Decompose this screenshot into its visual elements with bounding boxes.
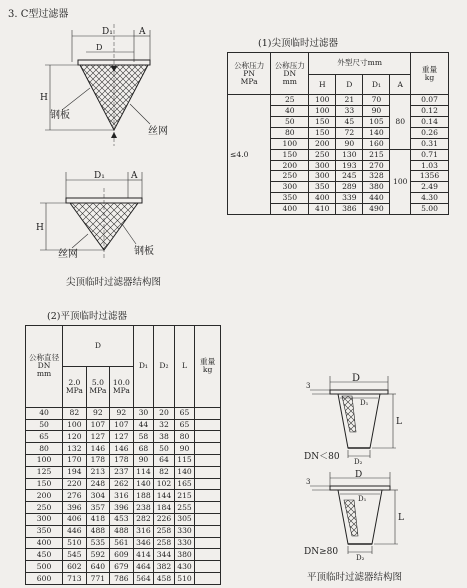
- header-pn-line2: PN: [243, 68, 256, 78]
- table-row: [26, 573, 221, 585]
- cell-d50: 178: [86, 454, 110, 466]
- flat-d2-dim-l: L: [398, 513, 404, 523]
- dim-d1-label-2: D₁: [94, 171, 105, 181]
- cell-dn: 100: [271, 138, 309, 149]
- flat-filter-table: [25, 325, 221, 585]
- cell-d100: 316: [110, 490, 134, 502]
- flat-d2-condition: DN≥80: [304, 547, 339, 557]
- cell-d100: 561: [110, 537, 134, 549]
- cell-l: 65: [174, 419, 195, 431]
- table-row: [26, 514, 221, 526]
- cell-d1: 215: [363, 149, 390, 160]
- header-h: H: [309, 74, 336, 95]
- table-row: [26, 419, 221, 431]
- cell-dn: 400: [26, 537, 63, 549]
- cell-d50: 357: [86, 502, 110, 514]
- flat-header-dn-line3: mm: [36, 369, 52, 379]
- cell-l: 65: [174, 407, 195, 419]
- label-wire-mesh: 丝网: [148, 126, 168, 137]
- header-d1: D₁: [363, 74, 390, 95]
- cell-d20: 220: [63, 478, 87, 490]
- table-row: [26, 525, 221, 537]
- header-d: D: [336, 74, 363, 95]
- header-dn-line1: 公称压力: [274, 60, 305, 70]
- header-dn-line3: mm: [282, 76, 297, 86]
- cell-d20: 510: [63, 537, 87, 549]
- cell-d1: 105: [363, 117, 390, 128]
- cell-d100: 453: [110, 514, 134, 526]
- flat-d1-dim3: 3: [306, 382, 311, 390]
- cell-d20: 602: [63, 561, 87, 573]
- cell-d50: 535: [86, 537, 110, 549]
- cell-weight: 0.07: [411, 95, 449, 106]
- cell-dn: 250: [271, 171, 309, 182]
- pointed-filter-diagram-1: [30, 22, 170, 152]
- cell-a-100: 100: [390, 149, 411, 214]
- cell-d50: 248: [86, 478, 110, 490]
- cell-d1: 114: [133, 466, 154, 478]
- cell-d2: 382: [154, 561, 175, 573]
- dim-a-label-2: A: [131, 171, 138, 181]
- cell-d1: 464: [133, 561, 154, 573]
- cell-weight: 0.12: [411, 106, 449, 117]
- dim-d1-label: D₁: [102, 27, 113, 37]
- cell-weight: [195, 407, 221, 419]
- cell-d1: 238: [133, 502, 154, 514]
- flat-d2-dim3: 3: [306, 478, 311, 486]
- cell-h: 300: [309, 171, 336, 182]
- flat-header-d2: D₂: [154, 326, 175, 408]
- dim-h-label: H: [40, 93, 48, 103]
- cell-h: 300: [309, 160, 336, 171]
- cell-dn: 300: [26, 514, 63, 526]
- cell-d1: 90: [363, 106, 390, 117]
- cell-d20: 82: [63, 407, 87, 419]
- cell-h: 100: [309, 95, 336, 106]
- cell-weight: [195, 478, 221, 490]
- cell-weight: [195, 525, 221, 537]
- cell-dn: 350: [26, 525, 63, 537]
- cell-dn: 100: [26, 454, 63, 466]
- cell-d1: 282: [133, 514, 154, 526]
- cell-d20: 100: [63, 419, 87, 431]
- cell-weight: 0.31: [411, 138, 449, 149]
- table-row: [26, 407, 221, 419]
- cell-d20: 120: [63, 431, 87, 443]
- section-title: 3. C型过滤器: [8, 9, 69, 20]
- cell-weight: 1.03: [411, 160, 449, 171]
- cell-h: 150: [309, 117, 336, 128]
- cell-weight: 4.30: [411, 193, 449, 204]
- cell-d: 130: [336, 149, 363, 160]
- table-row: [26, 561, 221, 573]
- cell-l: 330: [174, 525, 195, 537]
- cell-weight: 0.26: [411, 128, 449, 139]
- flat-header-dn-line2: DN: [37, 361, 51, 371]
- cell-weight: [195, 549, 221, 561]
- cell-l: 165: [174, 478, 195, 490]
- cell-weight: [195, 443, 221, 455]
- cell-d50: 771: [86, 573, 110, 585]
- cell-weight: [195, 490, 221, 502]
- cell-weight: [195, 419, 221, 431]
- pn-value: ≤4.0: [228, 95, 271, 215]
- table-row: [26, 537, 221, 549]
- cell-d: 193: [336, 160, 363, 171]
- cell-d20: 132: [63, 443, 87, 455]
- flat-header-dn: [26, 326, 63, 408]
- cell-d1: 380: [363, 182, 390, 193]
- label-steel-plate: 钢板: [50, 110, 70, 121]
- cell-d50: 640: [86, 561, 110, 573]
- pointed-figure-caption: 尖顶临时过滤器结构图: [66, 277, 162, 288]
- cell-d100: 237: [110, 466, 134, 478]
- table-row: [26, 466, 221, 478]
- cell-d1: 90: [133, 454, 154, 466]
- cell-l: 255: [174, 502, 195, 514]
- cell-d100: 396: [110, 502, 134, 514]
- flat-header-dn-line1: 公称直径: [28, 353, 60, 363]
- cell-dn: 50: [26, 419, 63, 431]
- cell-d20: 194: [63, 466, 87, 478]
- header-weight: [411, 53, 449, 95]
- header-pn: [228, 53, 271, 95]
- cell-l: 215: [174, 490, 195, 502]
- cell-dn: 65: [26, 431, 63, 443]
- cell-d20: 713: [63, 573, 87, 585]
- cell-l: 115: [174, 454, 195, 466]
- header-weight-line1: 重量: [421, 64, 438, 74]
- cell-d20: 170: [63, 454, 87, 466]
- cell-weight: 0.14: [411, 117, 449, 128]
- cell-h: 410: [309, 204, 336, 215]
- cell-l: 140: [174, 466, 195, 478]
- cell-d100: 679: [110, 561, 134, 573]
- cell-d1: 58: [133, 431, 154, 443]
- flat-header-weight-line2: kg: [202, 365, 213, 375]
- cell-dn: 125: [26, 466, 63, 478]
- cell-d100: 107: [110, 419, 134, 431]
- header-weight-line2: kg: [424, 72, 435, 82]
- cell-d1: 490: [363, 204, 390, 215]
- cell-d1: 346: [133, 537, 154, 549]
- cell-d: 21: [336, 95, 363, 106]
- cell-h: 200: [309, 138, 336, 149]
- label-steel-plate-2: 钢板: [134, 246, 154, 257]
- cell-d100: 178: [110, 454, 134, 466]
- header-pn-line3: MPa: [240, 76, 258, 86]
- table-row: [26, 431, 221, 443]
- cell-d1: 316: [133, 525, 154, 537]
- cell-d1: 30: [133, 407, 154, 419]
- cell-d50: 127: [86, 431, 110, 443]
- dim-a-label: A: [139, 27, 146, 37]
- cell-dn: 600: [26, 573, 63, 585]
- cell-h: 150: [309, 128, 336, 139]
- cell-weight: [195, 514, 221, 526]
- cell-d20: 545: [63, 549, 87, 561]
- cell-d50: 488: [86, 525, 110, 537]
- table-row: [228, 95, 449, 106]
- cell-dn: 400: [271, 204, 309, 215]
- flat-d2-dim-d2: D₂: [356, 554, 365, 562]
- cell-d100: 92: [110, 407, 134, 419]
- header-a: A: [390, 74, 411, 95]
- cell-d1: 68: [133, 443, 154, 455]
- cell-d20: 396: [63, 502, 87, 514]
- cell-dn: 50: [271, 117, 309, 128]
- flat-header-d-2mpa-v: 2.0: [68, 377, 81, 387]
- header-dn-line2: DN: [283, 68, 297, 78]
- flat-header-d-5mpa-v: 5.0: [91, 377, 104, 387]
- cell-dn: 200: [26, 490, 63, 502]
- cell-d2: 258: [154, 525, 175, 537]
- flat-table-body: [26, 407, 221, 584]
- cell-weight: 1356: [411, 171, 449, 182]
- header-dn: [271, 53, 309, 95]
- cell-dn: 450: [26, 549, 63, 561]
- pointed-table-body: [228, 95, 449, 215]
- cell-d2: 184: [154, 502, 175, 514]
- cell-weight: [195, 502, 221, 514]
- cell-dn: 150: [26, 478, 63, 490]
- cell-d: 45: [336, 117, 363, 128]
- dim-h-label-2: H: [36, 223, 44, 233]
- cell-d50: 418: [86, 514, 110, 526]
- cell-dn: 40: [271, 106, 309, 117]
- cell-d20: 406: [63, 514, 87, 526]
- flat-header-d-2mpa-u: MPa: [65, 385, 83, 395]
- cell-d1: 70: [363, 95, 390, 106]
- flat-table-title: (2)平顶临时过滤器: [47, 311, 127, 322]
- cell-d2: 458: [154, 573, 175, 585]
- cell-dn: 80: [26, 443, 63, 455]
- flat-header-weight: [195, 326, 221, 408]
- flat-figure-caption: 平顶临时过滤器结构图: [307, 572, 403, 583]
- cell-weight: [195, 466, 221, 478]
- cell-weight: [195, 454, 221, 466]
- cell-h: 250: [309, 149, 336, 160]
- cell-d: 386: [336, 204, 363, 215]
- pointed-filter-diagram-2: [30, 168, 170, 263]
- cell-d1: 564: [133, 573, 154, 585]
- cell-weight: [195, 573, 221, 585]
- table-row: [26, 549, 221, 561]
- header-dims: 外型尺寸mm: [309, 53, 411, 75]
- cell-d1: 328: [363, 171, 390, 182]
- cell-d1: 160: [363, 138, 390, 149]
- flat-d1-dim-d2: D₂: [354, 458, 363, 466]
- cell-d2: 82: [154, 466, 175, 478]
- cell-l: 510: [174, 573, 195, 585]
- cell-d: 33: [336, 106, 363, 117]
- flat-filter-diagram-1: [300, 372, 410, 464]
- cell-d1: 188: [133, 490, 154, 502]
- cell-d: 90: [336, 138, 363, 149]
- flat-header-weight-line1: 重量: [200, 357, 216, 367]
- flat-header-d-5mpa: [86, 366, 110, 407]
- cell-d1: 414: [133, 549, 154, 561]
- flat-header-d-10mpa-v: 10.0: [112, 377, 130, 387]
- cell-d100: 262: [110, 478, 134, 490]
- cell-dn: 300: [271, 182, 309, 193]
- flat-header-d-10mpa-u: MPa: [112, 385, 130, 395]
- cell-dn: 150: [271, 149, 309, 160]
- cell-d20: 276: [63, 490, 87, 502]
- cell-l: 80: [174, 431, 195, 443]
- cell-d50: 146: [86, 443, 110, 455]
- cell-d2: 144: [154, 490, 175, 502]
- cell-dn: 350: [271, 193, 309, 204]
- cell-l: 430: [174, 561, 195, 573]
- label-wire-mesh-2: 丝网: [58, 249, 78, 260]
- cell-dn: 25: [271, 95, 309, 106]
- cell-d1: 140: [363, 128, 390, 139]
- flat-d1-dim-d1: D₁: [360, 399, 369, 407]
- flat-d1-condition: DN＜80: [304, 452, 340, 462]
- pointed-filter-table: [227, 52, 449, 215]
- table-row: [26, 454, 221, 466]
- cell-d2: 38: [154, 431, 175, 443]
- cell-h: 100: [309, 106, 336, 117]
- cell-d50: 107: [86, 419, 110, 431]
- cell-weight: 0.71: [411, 149, 449, 160]
- cell-d100: 609: [110, 549, 134, 561]
- flat-filter-diagram-2: [300, 470, 410, 564]
- flat-d2-dim-d1: D₁: [358, 495, 367, 503]
- table-row: [26, 478, 221, 490]
- cell-d100: 488: [110, 525, 134, 537]
- flat-header-d1: D₁: [133, 326, 154, 408]
- cell-weight: 2.49: [411, 182, 449, 193]
- cell-weight: [195, 561, 221, 573]
- flat-header-d: D: [63, 326, 134, 367]
- cell-d2: 258: [154, 537, 175, 549]
- cell-dn: 80: [271, 128, 309, 139]
- cell-d: 72: [336, 128, 363, 139]
- cell-l: 305: [174, 514, 195, 526]
- flat-d1-dim-l: L: [396, 417, 402, 427]
- cell-d: 289: [336, 182, 363, 193]
- cell-l: 380: [174, 549, 195, 561]
- flat-header-d-2mpa: [63, 366, 87, 407]
- cell-dn: 500: [26, 561, 63, 573]
- cell-d50: 213: [86, 466, 110, 478]
- cell-d2: 20: [154, 407, 175, 419]
- cell-d2: 50: [154, 443, 175, 455]
- cell-d100: 786: [110, 573, 134, 585]
- cell-d2: 226: [154, 514, 175, 526]
- flat-header-d-5mpa-u: MPa: [89, 385, 107, 395]
- cell-d1: 440: [363, 193, 390, 204]
- cell-d2: 344: [154, 549, 175, 561]
- flat-d2-dim-d: D: [355, 470, 363, 480]
- cell-d50: 92: [86, 407, 110, 419]
- header-pn-line1: 公称压力: [233, 60, 265, 70]
- cell-d100: 127: [110, 431, 134, 443]
- cell-dn: 250: [26, 502, 63, 514]
- cell-d1: 140: [133, 478, 154, 490]
- cell-d2: 64: [154, 454, 175, 466]
- cell-d1: 270: [363, 160, 390, 171]
- cell-dn: 200: [271, 160, 309, 171]
- flat-header-l: L: [174, 326, 195, 408]
- table-row: [26, 502, 221, 514]
- table-row: [26, 443, 221, 455]
- pointed-table-title: (1)尖顶临时过滤器: [258, 38, 338, 49]
- cell-weight: [195, 431, 221, 443]
- cell-a-80: 80: [390, 95, 411, 149]
- cell-h: 350: [309, 182, 336, 193]
- cell-d: 339: [336, 193, 363, 204]
- cell-l: 90: [174, 443, 195, 455]
- cell-d50: 304: [86, 490, 110, 502]
- flat-header-d-10mpa: [110, 366, 134, 407]
- cell-d: 245: [336, 171, 363, 182]
- table-row: [26, 490, 221, 502]
- cell-d2: 32: [154, 419, 175, 431]
- cell-d50: 592: [86, 549, 110, 561]
- cell-weight: 5.00: [411, 204, 449, 215]
- cell-dn: 40: [26, 407, 63, 419]
- flat-d1-dim-d: D: [352, 373, 361, 384]
- cell-d2: 102: [154, 478, 175, 490]
- dim-d-label: D: [96, 43, 103, 52]
- cell-d20: 446: [63, 525, 87, 537]
- cell-d100: 146: [110, 443, 134, 455]
- cell-h: 400: [309, 193, 336, 204]
- cell-d1: 44: [133, 419, 154, 431]
- cell-l: 330: [174, 537, 195, 549]
- cell-weight: [195, 537, 221, 549]
